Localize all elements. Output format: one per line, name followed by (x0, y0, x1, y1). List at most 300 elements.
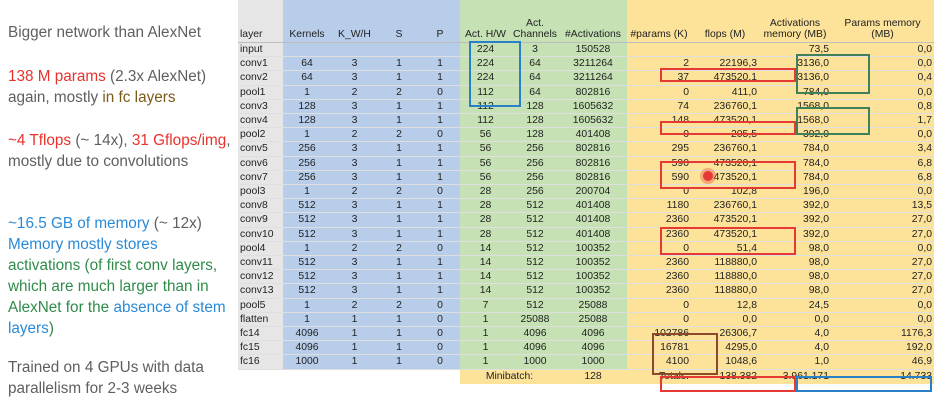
cell-layer: flatten (238, 312, 283, 326)
cell-stride: 1 (378, 114, 420, 128)
cell-params: 2 (627, 57, 691, 71)
cell-flops: 236760,1 (691, 142, 759, 156)
cell-kwh: 3 (331, 114, 378, 128)
cell-params: 2360 (627, 213, 691, 227)
cell-flops: 22196,3 (691, 57, 759, 71)
table-row (238, 114, 934, 128)
cell-activations: 401408 (559, 199, 627, 213)
cell-padding: 0 (420, 128, 460, 142)
cell-activations: 150528 (559, 43, 627, 57)
cell-act-memory: 98,0 (759, 284, 831, 298)
cell-kwh: 3 (331, 71, 378, 85)
summary-flops (8, 130, 234, 172)
cell-stride: 1 (378, 57, 420, 71)
cell-kernels: 1 (283, 298, 331, 312)
cell-activations: 200704 (559, 185, 627, 199)
table-row (238, 199, 934, 213)
cell-params: 102786 (627, 327, 691, 341)
cell-padding: 1 (420, 256, 460, 270)
cell-param-memory: 27,0 (831, 227, 934, 241)
cell-stride: 1 (378, 256, 420, 270)
cell-padding: 1 (420, 156, 460, 170)
cell-act-channels: 512 (511, 256, 559, 270)
cell-padding: 0 (420, 241, 460, 255)
table-row (238, 99, 934, 113)
cell-kwh: 3 (331, 156, 378, 170)
cell-param-memory: 27,0 (831, 284, 934, 298)
text-memory-stores: Memory mostly stores (8, 236, 158, 253)
cell-stride: 1 (378, 312, 420, 326)
pointer-cursor-icon (703, 171, 713, 181)
cell-padding: 1 (420, 57, 460, 71)
cell-layer: conv9 (238, 213, 283, 227)
cell-params: 16781 (627, 341, 691, 355)
cell-act-channels: 256 (511, 185, 559, 199)
cell-kernels: 128 (283, 114, 331, 128)
cell-kernels: 512 (283, 199, 331, 213)
cell-act-memory: 392,0 (759, 128, 831, 142)
cell-act-channels: 256 (511, 142, 559, 156)
cell-param-memory: 0,4 (831, 71, 934, 85)
left-text-panel (0, 0, 232, 400)
cell-stride: 1 (378, 284, 420, 298)
cell-kwh: 3 (331, 57, 378, 71)
cell-act-hw: 112 (460, 85, 511, 99)
cell-param-memory: 0,0 (831, 185, 934, 199)
cell-activations: 100352 (559, 256, 627, 270)
cell-act-channels: 128 (511, 114, 559, 128)
cell-layer: conv4 (238, 114, 283, 128)
cell-flops: 118880,0 (691, 256, 759, 270)
cell-padding: 0 (420, 298, 460, 312)
cell-flops: 473520,1 (691, 71, 759, 85)
cell-kwh: 1 (331, 312, 378, 326)
table-row (238, 241, 934, 255)
cell-params: 0 (627, 128, 691, 142)
cell-param-memory: 3,4 (831, 142, 934, 156)
footer-blank (378, 369, 420, 384)
footer-blank (331, 369, 378, 384)
cell-act-channels: 512 (511, 227, 559, 241)
cell-act-channels: 256 (511, 170, 559, 184)
cell-stride: 2 (378, 298, 420, 312)
summary-params (8, 66, 234, 108)
cell-act-memory: 1568,0 (759, 99, 831, 113)
cell-kernels: 256 (283, 142, 331, 156)
cell-param-memory: 6,8 (831, 156, 934, 170)
cell-layer: conv5 (238, 142, 283, 156)
cell-params: 1180 (627, 199, 691, 213)
cell-act-memory: 196,0 (759, 185, 831, 199)
cell-flops: 118880,0 (691, 284, 759, 298)
table-row (238, 327, 934, 341)
text-138m-params: 138 M params (8, 68, 106, 85)
cell-act-hw: 56 (460, 142, 511, 156)
cell-params: 37 (627, 71, 691, 85)
table-row (238, 185, 934, 199)
cell-flops: 205,5 (691, 128, 759, 142)
cell-stride: 1 (378, 71, 420, 85)
summary-bigger-network (8, 22, 234, 43)
cell-padding: 1 (420, 284, 460, 298)
cell-act-hw: 28 (460, 227, 511, 241)
cell-kwh: 3 (331, 284, 378, 298)
cell-kernels: 4096 (283, 327, 331, 341)
text-absence-stem: absence of stem layers (8, 299, 226, 337)
text-memory-compare: (~ 12x) (149, 215, 202, 232)
cell-act-hw: 224 (460, 71, 511, 85)
table-row (238, 312, 934, 326)
cell-kernels: 1 (283, 85, 331, 99)
text-flops-compare: (~ 14x), (71, 132, 132, 149)
cell-layer: conv11 (238, 256, 283, 270)
cell-act-hw: 28 (460, 213, 511, 227)
cell-act-channels: 1000 (511, 355, 559, 369)
cell-act-memory: 0,0 (759, 312, 831, 326)
cell-param-memory: 46,9 (831, 355, 934, 369)
cell-layer: conv10 (238, 227, 283, 241)
cell-stride: 2 (378, 185, 420, 199)
footer-blank (283, 369, 331, 384)
cell-padding: 1 (420, 71, 460, 85)
cell-act-memory: 784,0 (759, 85, 831, 99)
cell-kwh: 2 (331, 298, 378, 312)
cell-layer: input (238, 43, 283, 57)
cell-padding: 0 (420, 185, 460, 199)
cell-params: 0 (627, 298, 691, 312)
cell-kwh: 2 (331, 241, 378, 255)
table-header-row (238, 0, 934, 43)
cell-act-channels: 4096 (511, 341, 559, 355)
cell-param-memory: 192,0 (831, 341, 934, 355)
cell-activations: 3211264 (559, 71, 627, 85)
cell-kwh: 3 (331, 199, 378, 213)
cell-kernels: 128 (283, 99, 331, 113)
table-row (238, 284, 934, 298)
table-body (238, 43, 934, 370)
text-31-gflops: 31 Gflops/img (131, 132, 227, 149)
cell-act-hw: 112 (460, 114, 511, 128)
cell-act-hw: 56 (460, 156, 511, 170)
cell-act-memory: 24,5 (759, 298, 831, 312)
cell-stride (378, 43, 420, 57)
cell-param-memory: 0,0 (831, 312, 934, 326)
cell-stride: 1 (378, 99, 420, 113)
cell-kwh: 3 (331, 142, 378, 156)
cell-params: 0 (627, 312, 691, 326)
cell-kernels: 1 (283, 241, 331, 255)
cell-layer: conv7 (238, 170, 283, 184)
cell-flops: 236760,1 (691, 99, 759, 113)
cell-flops: 473520,1 (691, 114, 759, 128)
text-bigger-network: Bigger network than AlexNet (8, 24, 202, 41)
header-stride: S (378, 0, 420, 43)
header-act-channels: Act. Channels (511, 0, 559, 43)
cell-kernels: 512 (283, 270, 331, 284)
cell-act-memory: 98,0 (759, 270, 831, 284)
cell-act-hw: 1 (460, 341, 511, 355)
cell-layer: fc14 (238, 327, 283, 341)
cell-kwh: 3 (331, 256, 378, 270)
cell-act-channels: 256 (511, 156, 559, 170)
cell-padding: 1 (420, 170, 460, 184)
text-first-conv-layers: (of first conv layers, which are much larger than in AlexNet for the (8, 257, 218, 316)
cell-kernels: 1 (283, 312, 331, 326)
cell-layer: conv3 (238, 99, 283, 113)
footer-totals-label: Totals: (627, 369, 691, 384)
cell-flops: 0,0 (691, 312, 759, 326)
cell-activations: 4096 (559, 327, 627, 341)
vgg-layer-table (238, 0, 934, 384)
cell-act-memory: 4,0 (759, 341, 831, 355)
table-row (238, 256, 934, 270)
cell-params (627, 43, 691, 57)
header-act-memory: Activations memory (MB) (759, 0, 831, 43)
cell-kwh: 3 (331, 170, 378, 184)
cell-param-memory: 13,5 (831, 199, 934, 213)
cell-kwh (331, 43, 378, 57)
cell-act-memory: 392,0 (759, 213, 831, 227)
cell-act-channels: 25088 (511, 312, 559, 326)
cell-act-memory: 784,0 (759, 142, 831, 156)
header-kwh: K_W/H (331, 0, 378, 43)
cell-act-hw: 1 (460, 355, 511, 369)
table-footer-row (238, 369, 934, 384)
cell-kwh: 2 (331, 185, 378, 199)
header-padding: P (420, 0, 460, 43)
cell-act-memory: 784,0 (759, 156, 831, 170)
cell-activations: 802816 (559, 85, 627, 99)
cell-act-channels: 512 (511, 298, 559, 312)
cell-layer: pool4 (238, 241, 283, 255)
text-training-info: Trained on 4 GPUs with data parallelism for 2-3 weeks (8, 359, 204, 397)
header-param-memory: Params memory (MB) (831, 0, 934, 43)
header-act-hw: Act. H/W (460, 0, 511, 43)
cell-params: 4100 (627, 355, 691, 369)
cell-kernels: 64 (283, 57, 331, 71)
cell-params: 0 (627, 185, 691, 199)
cell-param-memory: 0,0 (831, 43, 934, 57)
cell-act-memory: 1568,0 (759, 114, 831, 128)
cell-activations: 4096 (559, 341, 627, 355)
cell-stride: 1 (378, 142, 420, 156)
header-kernels: Kernels (283, 0, 331, 43)
table-row (238, 341, 934, 355)
cell-params: 0 (627, 85, 691, 99)
cell-act-channels: 64 (511, 57, 559, 71)
cell-param-memory: 27,0 (831, 256, 934, 270)
cell-flops: 236760,1 (691, 199, 759, 213)
cell-act-channels: 512 (511, 241, 559, 255)
header-params: #params (K) (627, 0, 691, 43)
cell-flops: 473520,1 (691, 227, 759, 241)
text-close-paren: ) (48, 320, 54, 337)
table-row (238, 71, 934, 85)
cell-param-memory: 27,0 (831, 213, 934, 227)
cell-params: 590 (627, 170, 691, 184)
summary-memory (8, 213, 234, 339)
cell-stride: 1 (378, 227, 420, 241)
cell-act-memory: 4,0 (759, 327, 831, 341)
text-activations: activations (8, 257, 81, 274)
cell-act-channels: 4096 (511, 327, 559, 341)
cell-kwh: 2 (331, 128, 378, 142)
cell-padding: 1 (420, 114, 460, 128)
cell-params: 74 (627, 99, 691, 113)
cell-padding: 0 (420, 327, 460, 341)
cell-params: 2360 (627, 284, 691, 298)
cell-padding: 0 (420, 341, 460, 355)
cell-kernels (283, 43, 331, 57)
cell-flops: 51,4 (691, 241, 759, 255)
cell-activations: 802816 (559, 170, 627, 184)
table-row (238, 156, 934, 170)
cell-act-hw: 7 (460, 298, 511, 312)
cell-act-channels: 512 (511, 270, 559, 284)
cell-activations: 25088 (559, 312, 627, 326)
cell-params: 2360 (627, 227, 691, 241)
cell-flops: 473520,1 (691, 170, 759, 184)
cell-kernels: 1000 (283, 355, 331, 369)
cell-kwh: 2 (331, 85, 378, 99)
cell-padding: 1 (420, 227, 460, 241)
table-row (238, 128, 934, 142)
cell-activations: 802816 (559, 142, 627, 156)
cell-kwh: 3 (331, 99, 378, 113)
cell-flops: 102,8 (691, 185, 759, 199)
cell-kernels: 64 (283, 71, 331, 85)
cell-act-memory: 784,0 (759, 170, 831, 184)
cell-padding (420, 43, 460, 57)
cell-activations: 3211264 (559, 57, 627, 71)
cell-layer: conv1 (238, 57, 283, 71)
cell-param-memory: 1176,3 (831, 327, 934, 341)
text-due-to-conv: , mostly due to convolutions (8, 132, 231, 170)
cell-act-memory: 392,0 (759, 199, 831, 213)
cell-act-hw: 14 (460, 256, 511, 270)
footer-total-act-memory: 14.733 (831, 369, 934, 384)
cell-act-channels: 512 (511, 213, 559, 227)
cell-act-channels: 64 (511, 71, 559, 85)
cell-kernels: 1 (283, 185, 331, 199)
cell-padding: 1 (420, 270, 460, 284)
table-row (238, 298, 934, 312)
cell-params: 0 (627, 241, 691, 255)
cell-kernels: 1 (283, 128, 331, 142)
footer-minibatch-label: Minibatch: (460, 369, 559, 384)
cell-act-memory: 3136,0 (759, 57, 831, 71)
cell-kwh: 1 (331, 327, 378, 341)
header-layer: layer (238, 0, 283, 43)
text-in-fc-layers: in fc layers (102, 89, 176, 106)
cell-stride: 1 (378, 327, 420, 341)
cell-layer: pool3 (238, 185, 283, 199)
cell-padding: 0 (420, 312, 460, 326)
cell-kwh: 3 (331, 213, 378, 227)
cell-layer: pool5 (238, 298, 283, 312)
cell-param-memory: 0,0 (831, 128, 934, 142)
cell-layer: conv6 (238, 156, 283, 170)
cell-act-channels: 512 (511, 199, 559, 213)
table-row (238, 227, 934, 241)
cell-kernels: 4096 (283, 341, 331, 355)
cell-activations: 1000 (559, 355, 627, 369)
cell-activations: 401408 (559, 128, 627, 142)
cell-activations: 100352 (559, 241, 627, 255)
table-row (238, 142, 934, 156)
cell-act-hw: 28 (460, 199, 511, 213)
vgg-layer-table-container (238, 0, 934, 400)
header-activations: #Activations (559, 0, 627, 43)
cell-act-hw: 1 (460, 327, 511, 341)
footer-total-params: 138.382 (691, 369, 759, 384)
cell-activations: 1605632 (559, 114, 627, 128)
cell-layer: conv2 (238, 71, 283, 85)
footer-blank (238, 369, 283, 384)
cell-padding: 1 (420, 99, 460, 113)
cell-act-hw: 56 (460, 128, 511, 142)
table-row (238, 170, 934, 184)
cell-act-hw: 14 (460, 241, 511, 255)
cell-activations: 100352 (559, 270, 627, 284)
cell-layer: pool2 (238, 128, 283, 142)
cell-activations: 802816 (559, 156, 627, 170)
cell-activations: 1605632 (559, 99, 627, 113)
cell-kernels: 512 (283, 284, 331, 298)
footer-minibatch-value: 128 (559, 369, 627, 384)
text-params-compare: (2.3x AlexNet) again, mostly (8, 68, 207, 106)
cell-kwh: 3 (331, 227, 378, 241)
cell-act-memory: 3136,0 (759, 71, 831, 85)
footer-blank (420, 369, 460, 384)
text-16gb-memory: ~16.5 GB of memory (8, 215, 150, 232)
cell-kwh: 3 (331, 270, 378, 284)
table-row (238, 43, 934, 57)
cell-flops: 118880,0 (691, 270, 759, 284)
table-row (238, 270, 934, 284)
cell-act-channels: 64 (511, 85, 559, 99)
cell-layer: conv13 (238, 284, 283, 298)
cell-padding: 0 (420, 355, 460, 369)
cell-kernels: 512 (283, 227, 331, 241)
cell-stride: 2 (378, 85, 420, 99)
cell-params: 148 (627, 114, 691, 128)
table-row (238, 355, 934, 369)
cell-act-hw: 112 (460, 99, 511, 113)
table-row (238, 85, 934, 99)
text-4-tflops: ~4 Tflops (8, 132, 72, 149)
cell-act-memory: 1,0 (759, 355, 831, 369)
cell-param-memory: 0,0 (831, 85, 934, 99)
cell-params: 2360 (627, 256, 691, 270)
cell-stride: 1 (378, 156, 420, 170)
cell-flops: 411,0 (691, 85, 759, 99)
cell-act-hw: 28 (460, 185, 511, 199)
cell-layer: fc16 (238, 355, 283, 369)
cell-layer: conv12 (238, 270, 283, 284)
cell-kwh: 1 (331, 355, 378, 369)
cell-stride: 2 (378, 241, 420, 255)
cell-flops: 473520,1 (691, 156, 759, 170)
cell-param-memory: 0,0 (831, 57, 934, 71)
footer-total-flops: 3.961.171 (759, 369, 831, 384)
cell-param-memory: 6,8 (831, 170, 934, 184)
cell-act-channels: 3 (511, 43, 559, 57)
cell-padding: 1 (420, 142, 460, 156)
cell-params: 2360 (627, 270, 691, 284)
cell-kernels: 512 (283, 213, 331, 227)
cell-stride: 1 (378, 270, 420, 284)
